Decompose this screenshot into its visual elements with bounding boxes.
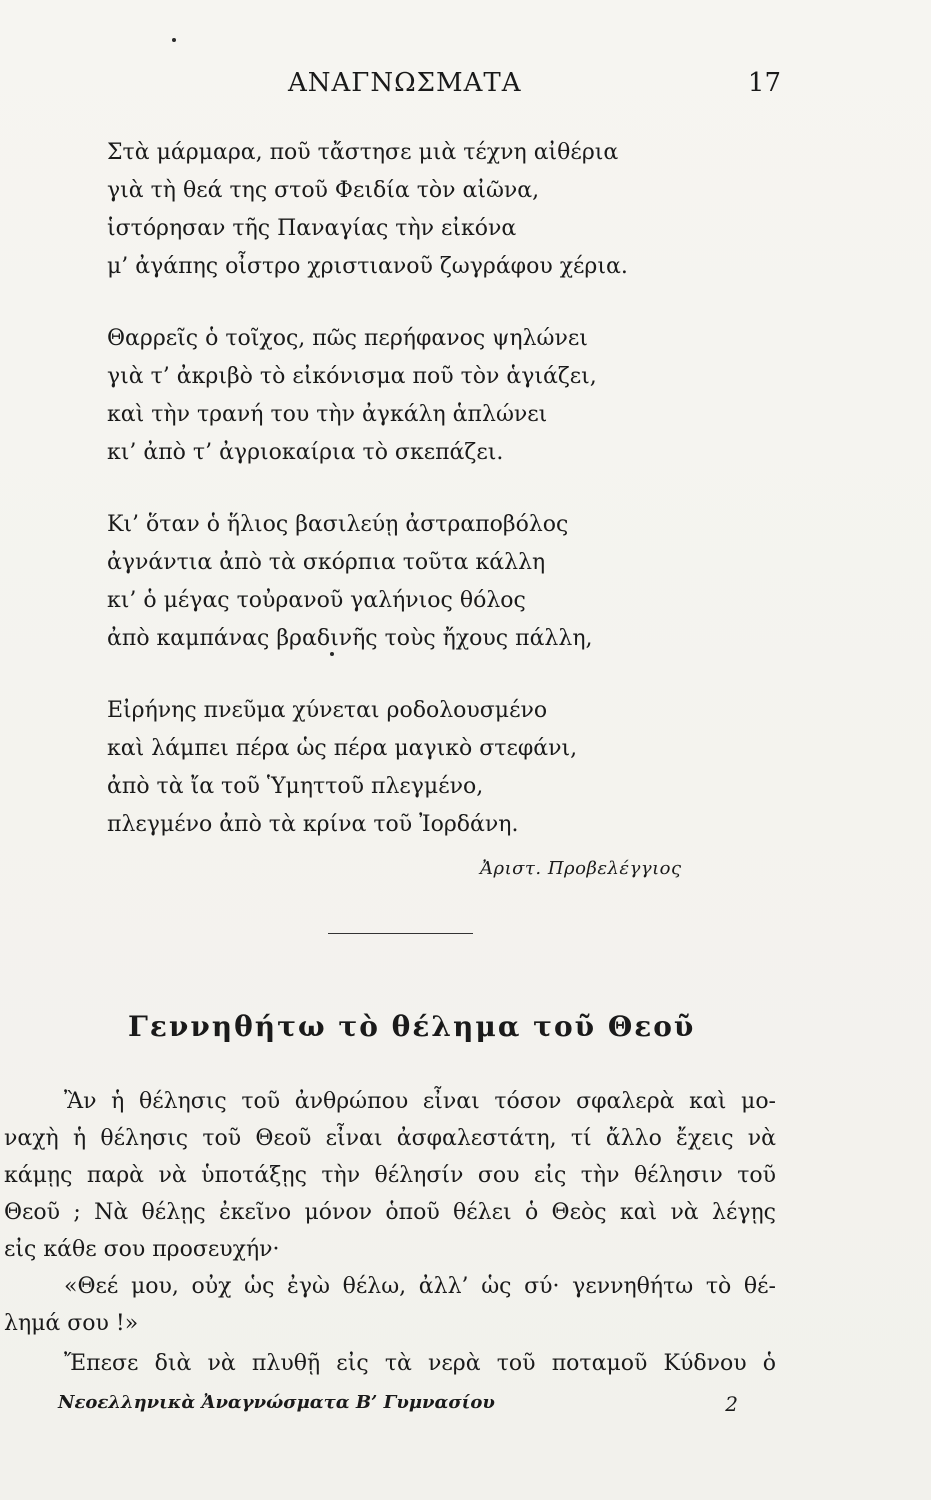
page-number: 17	[747, 68, 781, 98]
footer-book-title: Νεοελληνικὰ Ἀναγνώσματα Β’ Γυμνασίου	[58, 1392, 495, 1413]
section-title: Γεννηθήτω τὸ θέλημα τοῦ Θεοῦ	[128, 1010, 696, 1043]
prose-line: λημά σου !»	[4, 1311, 139, 1336]
ink-speck	[330, 652, 334, 656]
verse-line: γιὰ τὴ θεά της στοῦ Φειδία τὸν αἰῶνα,	[107, 178, 540, 203]
verse-line: ἀπὸ τὰ ἴα τοῦ Ὑμηττοῦ πλεγμένο,	[107, 774, 484, 799]
poem	[107, 134, 727, 878]
stanza-4	[107, 692, 727, 844]
verse-line: ἀπὸ καμπάνας βραδινῆς τοὺς ἤχους πάλλη,	[107, 626, 593, 651]
prose-line: Θεοῦ ; Νὰ θέλῃς ἐκεῖνο μόνον ὁποῦ θέλει ὁ Θεὸς καὶ νὰ λέγῃς	[4, 1200, 776, 1225]
running-head	[270, 68, 781, 104]
prose-line: ναχὴ ἡ θέλησις τοῦ Θεοῦ εἶναι ἀσφαλεστάτη, τί ἄλλο ἔχεις νὰ	[4, 1126, 776, 1151]
section-divider	[328, 933, 473, 934]
verse-line: Στὰ μάρμαρα, ποῦ τἄστησε μιὰ τέχνη αἰθέρια	[107, 140, 619, 165]
verse-line: Θαρρεῖς ὁ τοῖχος, πῶς περήφανος ψηλώνει	[107, 326, 588, 351]
stanza-1	[107, 134, 727, 286]
verse-line: καὶ τὴν τρανή του τὴν ἀγκάλη ἁπλώνει	[107, 402, 548, 427]
verse-line: πλεγμένο ἀπὸ τὰ κρίνα τοῦ Ἰορδάνη.	[107, 812, 519, 837]
verse-line: Κι’ ὅταν ὁ ἥλιος βασιλεύῃ ἀστραποβόλος	[107, 512, 569, 537]
stanza-3	[107, 506, 727, 658]
verse-line: καὶ λάμπει πέρα ὡς πέρα μαγικὸ στεφάνι,	[107, 736, 578, 761]
prose-line: Ἂν ἡ θέλησις τοῦ ἀνθρώπου εἶναι τόσον σφαλερὰ καὶ μο-	[64, 1089, 776, 1114]
verse-line: κι’ ὁ μέγας τοὐρανοῦ γαλήνιος θόλος	[107, 588, 526, 613]
verse-line: κι’ ἀπὸ τ’ ἀγριοκαίρια τὸ σκεπάζει.	[107, 440, 504, 465]
prose-line: κάμῃς παρὰ νὰ ὑποτάξῃς τὴν θέλησίν σου εἰς τὴν θέλησιν τοῦ	[4, 1163, 776, 1188]
page-footer	[58, 1392, 738, 1422]
stanza-2	[107, 320, 727, 472]
prose-line: Ἔπεσε διὰ νὰ πλυθῇ εἰς τὰ νερὰ τοῦ ποταμοῦ Κύδνου ὁ	[64, 1351, 776, 1376]
footer-signature: 2	[725, 1392, 738, 1416]
verse-line: ἱστόρησαν τῆς Παναγίας τὴν εἰκόνα	[107, 216, 517, 241]
verse-line: ἀγνάντια ἀπὸ τὰ σκόρπια τοῦτα κάλλη	[107, 550, 546, 575]
verse-line: γιὰ τ’ ἀκριβὸ τὸ εἰκόνισμα ποῦ τὸν ἁγιάζει,	[107, 364, 597, 389]
prose-line: «Θεέ μου, οὐχ ὡς ἐγὼ θέλω, ἀλλ’ ὡς σύ· γεννηθήτω τὸ θέ-	[64, 1274, 776, 1299]
verse-line: Εἰρήνης πνεῦμα χύνεται ροδολουσμένο	[107, 698, 548, 723]
poem-attribution: Ἀριστ. Προβελέγγιος	[480, 858, 682, 879]
ink-speck	[172, 38, 176, 42]
prose-text	[4, 1083, 776, 1382]
verse-line: μ’ ἀγάπης οἶστρο χριστιανοῦ ζωγράφου χέρια.	[107, 254, 628, 279]
prose-line: εἰς κάθε σου προσευχήν·	[4, 1237, 280, 1262]
running-title: ΑΝΑΓΝΩΣΜΑΤΑ	[288, 68, 522, 98]
